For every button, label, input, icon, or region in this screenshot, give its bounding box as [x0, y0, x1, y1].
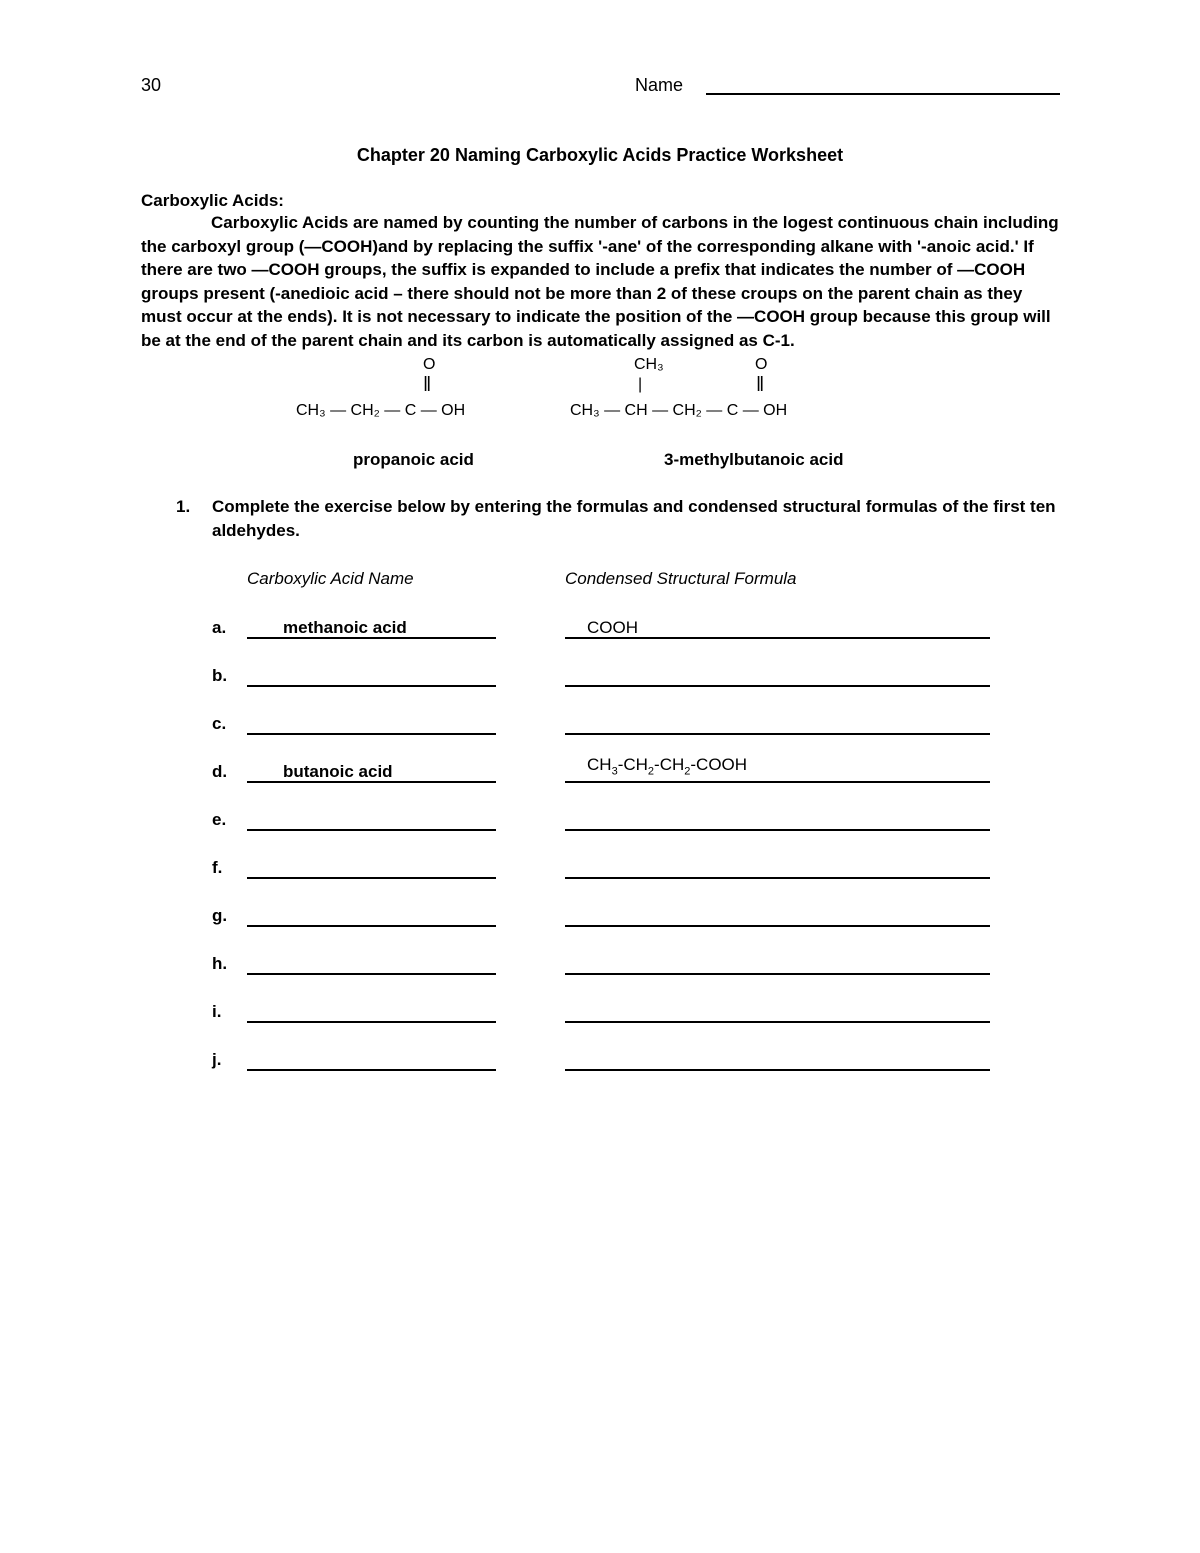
- formula-blank[interactable]: [565, 661, 990, 687]
- structure-1-carbonyl-oxygen: O: [423, 356, 436, 373]
- acid-name-blank[interactable]: [247, 805, 496, 831]
- formula-value: $CH_3-CH_2-CH_2$-COOH: [587, 754, 748, 777]
- acid-name-blank[interactable]: [247, 613, 496, 639]
- name-field-line[interactable]: [706, 93, 1060, 95]
- formula-blank[interactable]: [565, 949, 990, 975]
- structure-2-single-bond: |: [638, 376, 643, 393]
- formula-value: COOH: [587, 618, 638, 637]
- row-letter: a.: [212, 618, 227, 637]
- formula-blank[interactable]: [565, 613, 990, 639]
- structure-1-chain: CH₃ — CH₂ — C — OH: [296, 402, 466, 419]
- formula-blank[interactable]: [565, 853, 990, 879]
- formula-blank[interactable]: [565, 754, 990, 783]
- structure-2-carbonyl-oxygen: O: [755, 356, 768, 373]
- row-letter: d.: [212, 762, 228, 781]
- structure-1-double-bond: ‖: [423, 374, 432, 396]
- acid-name-blank[interactable]: [247, 757, 496, 783]
- structure-2-caption: 3-methylbutanoic acid: [664, 450, 844, 469]
- structure-2-methyl-branch: CH₃: [634, 356, 664, 373]
- row-letter: e.: [212, 810, 227, 829]
- page-title: Chapter 20 Naming Carboxylic Acids Practice Worksheet: [356, 145, 844, 165]
- acid-name-blank[interactable]: [247, 853, 496, 879]
- formula-blank[interactable]: [565, 1045, 990, 1071]
- column-header-name: Carboxylic Acid Name: [247, 569, 414, 588]
- acid-name-value: butanoic acid: [283, 762, 393, 781]
- acid-name-blank[interactable]: [247, 997, 496, 1023]
- row-letter: j.: [212, 1050, 222, 1069]
- name-label: Name: [635, 75, 684, 95]
- row-letter: b.: [212, 666, 228, 685]
- column-header-formula: Condensed Structural Formula: [565, 569, 797, 588]
- acid-name-blank[interactable]: [247, 949, 496, 975]
- question-text: Complete the exercise below by entering the formulas and condensed structural formulas of the first ten aldehydes.: [212, 497, 1056, 540]
- formula-blank[interactable]: [565, 709, 990, 735]
- structure-2-chain: CH₃ — CH — CH₂ — C — OH: [570, 402, 788, 419]
- row-letter: f.: [212, 858, 223, 877]
- question-number: 1.: [176, 497, 191, 516]
- acid-name-blank[interactable]: [247, 661, 496, 687]
- intro-paragraph: Carboxylic Acids are named by counting the number of carbons in the logest continuous chain including the carboxyl group (—COOH)and by replacing the suffix '-ane' of the corresponding alkane with '-anoic acid.' If there are two —COOH groups, the suffix is expanded to include a prefix that indicates the number of —COOH groups present (-anedioic acid – there should not be more than 2 of these croups on the parent chain as they must occur at the ends). It is not necessary to indicate the position of the —COOH group because this group will be at the end of the parent chain and its carbon is automatically assigned as C-1.: [141, 213, 1059, 350]
- acid-name-blank[interactable]: [247, 709, 496, 735]
- row-letter: c.: [212, 714, 227, 733]
- page-number: 30: [141, 75, 162, 95]
- acid-name-blank[interactable]: [247, 901, 496, 927]
- section-heading: Carboxylic Acids:: [141, 191, 284, 210]
- structure-2-double-bond: ‖: [756, 374, 765, 396]
- row-letter: h.: [212, 954, 228, 973]
- acid-name-value: methanoic acid: [283, 618, 407, 637]
- row-letter: i.: [212, 1002, 222, 1021]
- formula-blank[interactable]: [565, 901, 990, 927]
- acid-name-blank[interactable]: [247, 1045, 496, 1071]
- row-letter: g.: [212, 906, 228, 925]
- formula-blank[interactable]: [565, 997, 990, 1023]
- structure-1-caption: propanoic acid: [353, 450, 474, 469]
- formula-blank[interactable]: [565, 805, 990, 831]
